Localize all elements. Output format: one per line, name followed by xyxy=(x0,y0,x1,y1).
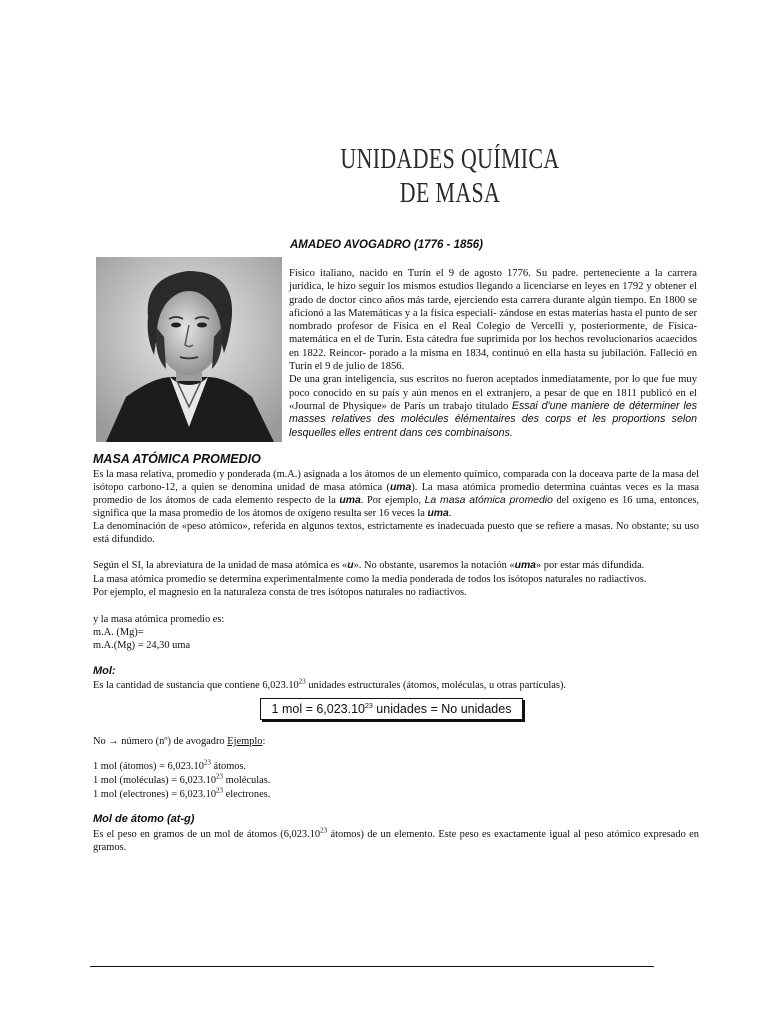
avogadro-portrait xyxy=(96,257,282,442)
bio-heading: AMADEO AVOGADRO (1776 - 1856) xyxy=(290,239,483,251)
masa-line-2: m.A. (Mg)= xyxy=(93,627,144,638)
exponent: 23 xyxy=(298,677,306,686)
text-span: número (nº) de avogadro xyxy=(118,736,228,747)
masa-paragraph-3 xyxy=(93,559,699,572)
ejemplo-label: Ejemplo xyxy=(227,736,263,747)
example-atoms xyxy=(93,760,246,773)
text-span: ). La masa atómica promedio determina cuántas veces es la masa promedio de los átomos de cada elemento respecto de la xyxy=(93,482,699,507)
text-span: átomos. xyxy=(210,761,247,772)
arrow-icon: → xyxy=(108,736,119,747)
masa-paragraph-2: La denominación de «peso atómico», referida en algunos textos, estrictamente es inadecuada puesto que se refiere a masas. No obstante; su uso está difundido. xyxy=(93,521,699,546)
text-span: Según el SI, la abreviatura de la unidad de masa atómica es « xyxy=(93,560,348,571)
text-span: 1 mol (moléculas) = 6,023.10 xyxy=(93,775,217,786)
footer-divider xyxy=(90,966,654,967)
masa-line-1: y la masa atómica promedio es: xyxy=(93,614,225,625)
text-span: . xyxy=(448,508,452,520)
text-span: 1 mol = 6,023.10 xyxy=(271,702,366,716)
masa-line-3: m.A.(Mg) = 24,30 uma xyxy=(93,640,191,651)
masa-paragraph-5: Por ejemplo, el magnesio en la naturaleza consta de tres isótopos naturales no radiactivos. xyxy=(93,587,467,598)
mol-atomo-heading: Mol de átomo (at-g) xyxy=(93,813,195,825)
text-span: Es la cantidad de sustancia que contiene 6,023.10 xyxy=(93,680,299,691)
page-title-line2: DE MASA xyxy=(399,178,501,209)
text-span: moléculas. xyxy=(223,775,271,786)
uma-term: uma xyxy=(514,560,536,571)
text-span: átomos) de un elemento. Este peso es exactamente igual al peso atómico expresado en gramos. xyxy=(93,829,699,854)
text-span: del oxígeno es 16 uma, entonces, significa que la masa promedio de los átomos de oxígeno resulta ser 16 veces la xyxy=(93,495,699,520)
text-span: No xyxy=(93,736,109,747)
text-span: Es la masa relativa, promedio y ponderada (m.A.) asignada a los átomos de un elemento químico, comparada con la doceava parte de la masa del isótopo carbono-12, a quien se denomina unidad de masa atómica ( xyxy=(93,469,699,494)
exponent: 23 xyxy=(320,826,328,835)
text-span: 1 mol (átomos) = 6,023.10 xyxy=(93,761,204,772)
exponent: 23 xyxy=(203,758,211,767)
text-span: : xyxy=(262,736,266,747)
mol-heading: Mol: xyxy=(93,665,116,677)
masa-paragraph-4: La masa atómica promedio se determina experimentalmente como la media ponderada de todos los isótopos naturales no radiactivos. xyxy=(93,574,647,585)
text-span: ». No obstante, usaremos la notación « xyxy=(353,560,515,571)
bio-paragraph-1: Físico italiano, nacido en Turín el 9 de agosto 1776. Su padre. perteneciente a la carrera jurídica, le hizo seguir los mismos estudios llegando a licenciarse en leyes en 1792 y obtener el grado de doctor cinco años más tarde, ejerciendo esta carrera durante algún tiempo. En 1800 se aficionó a las Matemáticas y a la física especiali- zándose en estas materias hasta el punto de ser nombrado profesor de Física en el Real Colegio de Vercelli y, posteriormente, de Física-matemática en el de Turín. Esta cátedra fue suprimida por los hechos revolucionarios acaecidos en 1822. Reincor- porado a la misma en 1834, continuó en ella hasta su jubilación. Falleció en Turín el 9 de julio de 1856. xyxy=(289,268,697,373)
masa-paragraph-1 xyxy=(93,468,699,520)
exponent: 23 xyxy=(216,786,224,795)
text-span: electrones. xyxy=(223,789,271,800)
avogadro-number-line xyxy=(93,735,265,748)
exponent: 23 xyxy=(216,772,224,781)
text-span: 1 mol (electrones) = 6,023.10 xyxy=(93,789,217,800)
bio-paragraph-2: De una gran inteligencia, sus escritos no fueron aceptados inmediatamente, por lo que fue muy poco conocido en su país y aún menos en el extranjero, a pesar de que en 1811 publicó en el «Journal de Physique» de París un trabajo titulado xyxy=(289,374,697,412)
italic-term: La masa atómica promedio xyxy=(424,495,553,507)
text-span: » por estar más difundida. xyxy=(535,560,645,571)
u-term: u xyxy=(347,560,354,571)
example-electrons xyxy=(93,788,270,801)
mol-atomo-definition xyxy=(93,828,699,854)
masa-atomica-heading: MASA ATÓMICA PROMEDIO xyxy=(93,452,261,466)
text-span: Es el peso en gramos de un mol de átomos (6,023.10 xyxy=(93,829,321,840)
text-span: unidades = No unidades xyxy=(372,702,512,716)
text-span: unidades estructurales (átomos, moléculas, u otras partículas). xyxy=(305,680,566,691)
example-molecules xyxy=(93,774,270,787)
text-span: . Por ejemplo, xyxy=(360,495,425,507)
bio-text xyxy=(289,267,697,440)
uma-term: uma xyxy=(389,482,412,494)
mol-formula-box xyxy=(260,698,523,720)
uma-term: uma xyxy=(339,495,361,507)
uma-term: uma xyxy=(427,508,449,520)
bio-essay-title: Essai d'une maniere de déterminer les masses relatives des molécules élémentaires des corps et les proportions selon lesquelles elles entrent dans ces combinaisons. xyxy=(289,399,697,439)
page-title-line1: UNIDADES QUÍMICA xyxy=(340,144,560,175)
mol-definition xyxy=(93,679,566,692)
exponent: 23 xyxy=(365,702,373,710)
